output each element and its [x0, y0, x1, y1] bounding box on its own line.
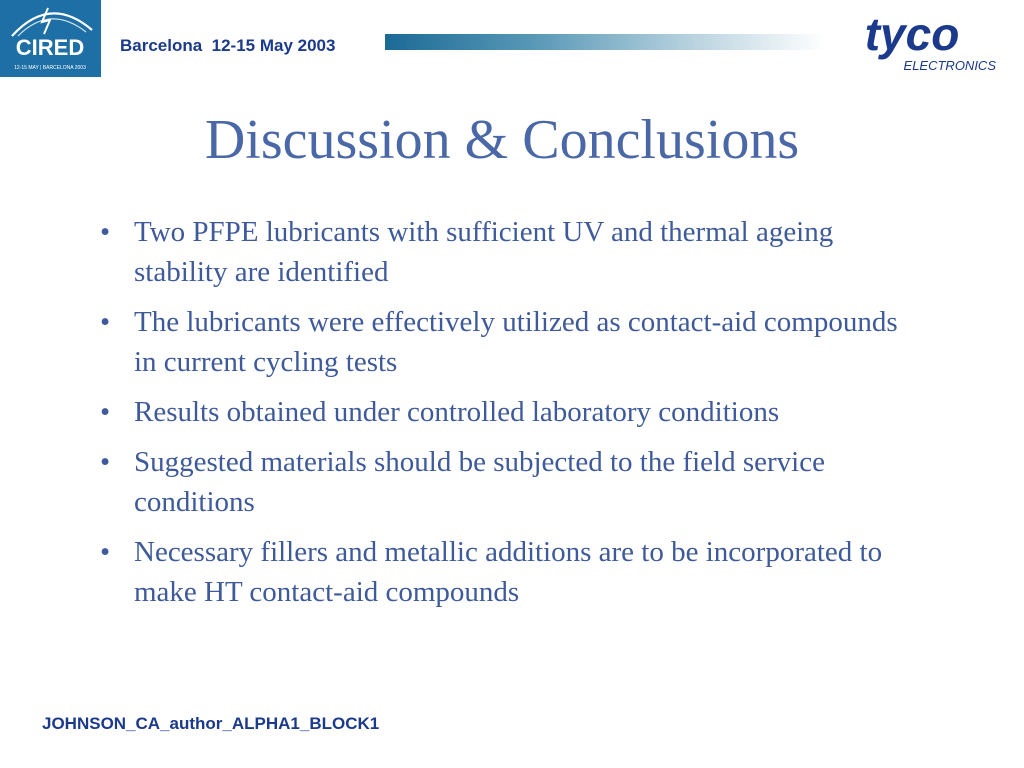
bullet-item — [98, 212, 908, 292]
svg-text:tyco: tyco — [864, 14, 960, 60]
cired-logo — [0, 0, 101, 77]
bullet-text: Two PFPE lubricants with sufficient UV and thermal ageing stability are identified — [134, 216, 834, 288]
bullet-text: Necessary fillers and metallic additions are to be incorporated to make HT contact-aid compounds — [134, 536, 883, 608]
svg-text:ELECTRONICS: ELECTRONICS — [903, 58, 996, 73]
bullet-item — [98, 302, 908, 382]
bullet-marker: • — [100, 306, 111, 338]
footer-author-label: JOHNSON_CA_author_ALPHA1_BLOCK1 — [42, 714, 380, 733]
svg-text:12-15 MAY | BARCELONA 2003: 12-15 MAY | BARCELONA 2003 — [14, 65, 86, 71]
bullet-list — [98, 212, 908, 622]
bullet-marker: • — [100, 536, 111, 568]
bullet-marker: • — [100, 216, 111, 248]
bullet-text: The lubricants were effectively utilized as contact-aid compounds in current cycling tests — [134, 306, 898, 378]
bullet-text: Suggested materials should be subjected to the field service conditions — [134, 446, 825, 518]
svg-text:CIRED: CIRED — [15, 35, 85, 60]
header-date: Barcelona 12-15 May 2003 — [120, 36, 336, 55]
bullet-text: Results obtained under controlled laboratory conditions — [134, 396, 780, 428]
tyco-electronics-logo — [820, 14, 1004, 76]
bullet-item — [98, 442, 908, 522]
slide-title: Discussion & Conclusions — [204, 109, 800, 171]
header-gradient-bar — [385, 34, 825, 50]
bullet-item — [98, 392, 908, 432]
bullet-item — [98, 532, 908, 612]
bullet-marker: • — [100, 396, 111, 428]
bullet-marker: • — [100, 446, 111, 478]
